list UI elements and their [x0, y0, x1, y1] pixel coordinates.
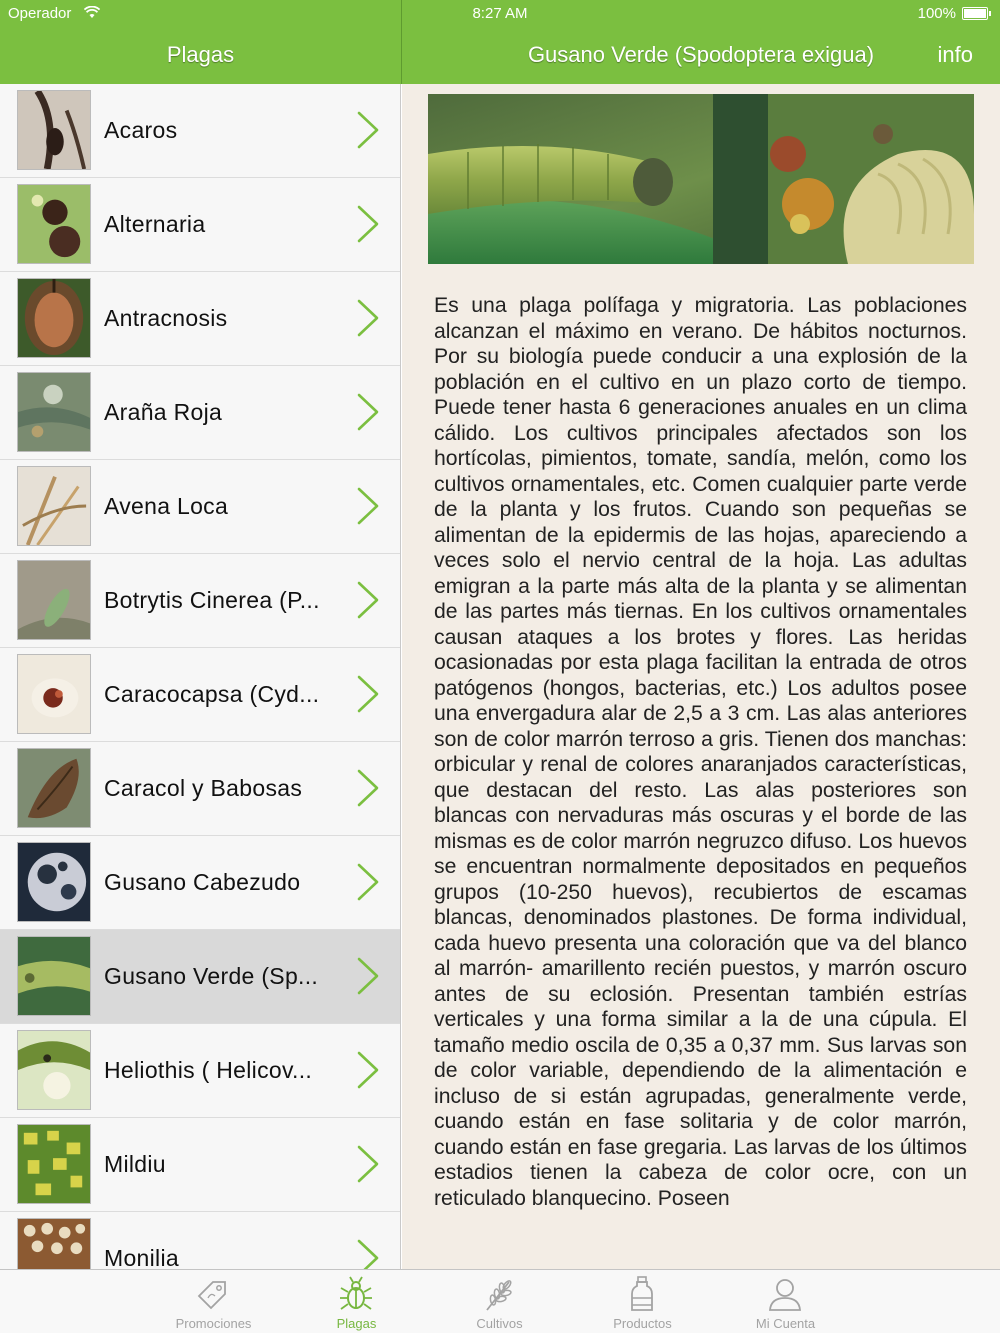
chevron-right-icon	[356, 110, 380, 150]
tab-mi-cuenta[interactable]	[714, 1270, 857, 1334]
pest-row[interactable]	[0, 1118, 400, 1212]
tab-label: Mi Cuenta	[755, 1316, 816, 1331]
pest-thumbnail	[17, 654, 91, 734]
detail-pane	[402, 84, 1000, 1269]
pest-row[interactable]	[0, 178, 400, 272]
pest-row[interactable]	[0, 460, 400, 554]
chevron-right-icon	[356, 674, 380, 714]
bug-icon	[336, 1274, 376, 1314]
pest-thumbnail	[17, 90, 91, 170]
pest-thumbnail	[17, 278, 91, 358]
pest-row[interactable]	[0, 1024, 400, 1118]
pest-thumbnail	[17, 1124, 91, 1204]
chevron-right-icon	[356, 298, 380, 338]
carrier-label: Operador	[8, 5, 72, 22]
pest-row[interactable]	[0, 366, 400, 460]
bottle-icon	[622, 1274, 662, 1314]
tab-cultivos[interactable]	[428, 1270, 571, 1334]
chevron-right-icon	[356, 392, 380, 432]
pest-row[interactable]	[0, 84, 400, 178]
chevron-right-icon	[356, 1144, 380, 1184]
chevron-right-icon	[356, 486, 380, 526]
pest-label: Mildiu	[104, 1151, 166, 1177]
pest-row[interactable]	[0, 554, 400, 648]
pest-label: Alternaria	[104, 211, 206, 237]
pest-label: Gusano Cabezudo	[104, 869, 301, 895]
detail-title: Gusano Verde (Spodoptera exigua)	[527, 42, 875, 67]
pest-label: Antracnosis	[104, 305, 228, 331]
tab-label: Cultivos	[476, 1316, 523, 1331]
pest-thumbnail	[17, 748, 91, 828]
pest-label: Avena Loca	[104, 493, 229, 519]
pest-thumbnail	[17, 184, 91, 264]
pest-label: Acaros	[104, 117, 178, 143]
pest-thumbnail	[17, 842, 91, 922]
pest-label: Heliothis ( Helicov...	[104, 1057, 313, 1083]
pest-label: Caracol y Babosas	[104, 775, 303, 801]
chevron-right-icon	[356, 580, 380, 620]
pest-row[interactable]	[0, 1212, 400, 1269]
pest-thumbnail	[17, 560, 91, 640]
tab-productos[interactable]	[571, 1270, 714, 1334]
pest-row[interactable]	[0, 648, 400, 742]
pest-row[interactable]	[0, 836, 400, 930]
pest-thumbnail	[17, 466, 91, 546]
battery-level	[964, 9, 986, 18]
tab-bar	[0, 1269, 1000, 1333]
pest-thumbnail	[17, 372, 91, 452]
pest-description: Es una plaga polífaga y migratoria. Las poblaciones alcanzan el máximo en verano. De hábitos nocturnos. Por su biología puede conducir a una explosión de la población en el cultivo en un plazo corto de tiempo. Puede tener hasta 6 generaciones anuales en un clima cálido. Los cultivos principales afectados son los hortícolas, pimientos, tomate, sandía, melón, como los cultivos ornamentales, etc. Comen cualquier parte verde de la planta y los frutos. Cuando son pequeñas se alimentan de la epidermis de las hojas, apareciendo a veces solo el nervio central de la hoja. Las adultas emigran a la parte más alta de la planta y se alimentan de las partes más tiernas. En los cultivos ornamentales causan ataques a los brotes y flores. Las heridas ocasionadas por esta plaga facilitan la entrada de otros patógenos (hongos, bacterias, etc.) Los adultos posee una envergadura alar de 2,5 a 3 cm. Las alas anteriores son de color marrón terroso a gris. Tienen dos manchas: orbicular y renal de colores anaranjados características, que destacan del resto. Las alas posteriores son blancas con nervaduras más oscuras y el borde de las mismas es de color marrón negruzco difuso. Los huevos se encuentran normalmente depositados en pequeños grupos (10-250 huevos), recubiertos de escamas blancas, denominados plastones. De forma individual, cada huevo presenta una coloración que va del blanco al marrón- amarillento recién puestos, y marrón oscuro antes de su eclosión. Presentan también estrías verticales y una forma similar a la de una cúpula. El tamaño medio oscila de 0,35 a 0,37 mm. Sus larvas son de color variable, dependiendo de la alimentación e incluso de si están agrupadas, generalmente verde, cuando están en fase solitaria y de color marrón, cuando están en fase gregaria. Las larvas de los últimos estadios tienen la cabeza de color ocre, con un reticulado blanquecino. Poseen	[434, 294, 967, 1210]
pest-row[interactable]	[0, 742, 400, 836]
user-icon	[765, 1274, 805, 1314]
list-title: Plagas	[166, 42, 235, 67]
pest-list[interactable]	[0, 84, 401, 1269]
info-button[interactable]: info	[937, 42, 973, 67]
pest-thumbnail	[17, 936, 91, 1016]
chevron-right-icon	[356, 204, 380, 244]
pest-row[interactable]	[0, 272, 400, 366]
tag-icon	[193, 1274, 233, 1314]
tab-promociones[interactable]	[142, 1270, 285, 1334]
battery-status	[918, 5, 988, 22]
battery-icon	[962, 7, 988, 20]
chevron-right-icon	[356, 956, 380, 996]
chevron-right-icon	[356, 768, 380, 808]
pest-row[interactable]	[0, 930, 400, 1024]
tab-label: Plagas	[336, 1316, 377, 1331]
tab-label: Promociones	[175, 1316, 252, 1331]
tab-label: Productos	[613, 1316, 672, 1331]
pest-label: Gusano Verde (Sp...	[104, 963, 319, 989]
navigation-header	[0, 0, 1000, 84]
pest-label: Monilia	[104, 1245, 179, 1269]
chevron-right-icon	[356, 1050, 380, 1090]
caterpillar-photo	[428, 94, 974, 264]
pest-label: Caracocapsa (Cyd...	[104, 681, 320, 707]
chevron-right-icon	[356, 1238, 380, 1269]
clock: 8:27 AM	[472, 5, 528, 22]
pest-thumbnail	[17, 1218, 91, 1269]
chevron-right-icon	[356, 862, 380, 902]
pest-label: Botrytis Cinerea (P...	[104, 587, 320, 613]
wheat-icon	[479, 1274, 519, 1314]
pest-thumbnail	[17, 1030, 91, 1110]
pest-label: Araña Roja	[104, 399, 223, 425]
tab-plagas[interactable]	[285, 1270, 428, 1334]
battery-percent: 100%	[917, 5, 956, 22]
